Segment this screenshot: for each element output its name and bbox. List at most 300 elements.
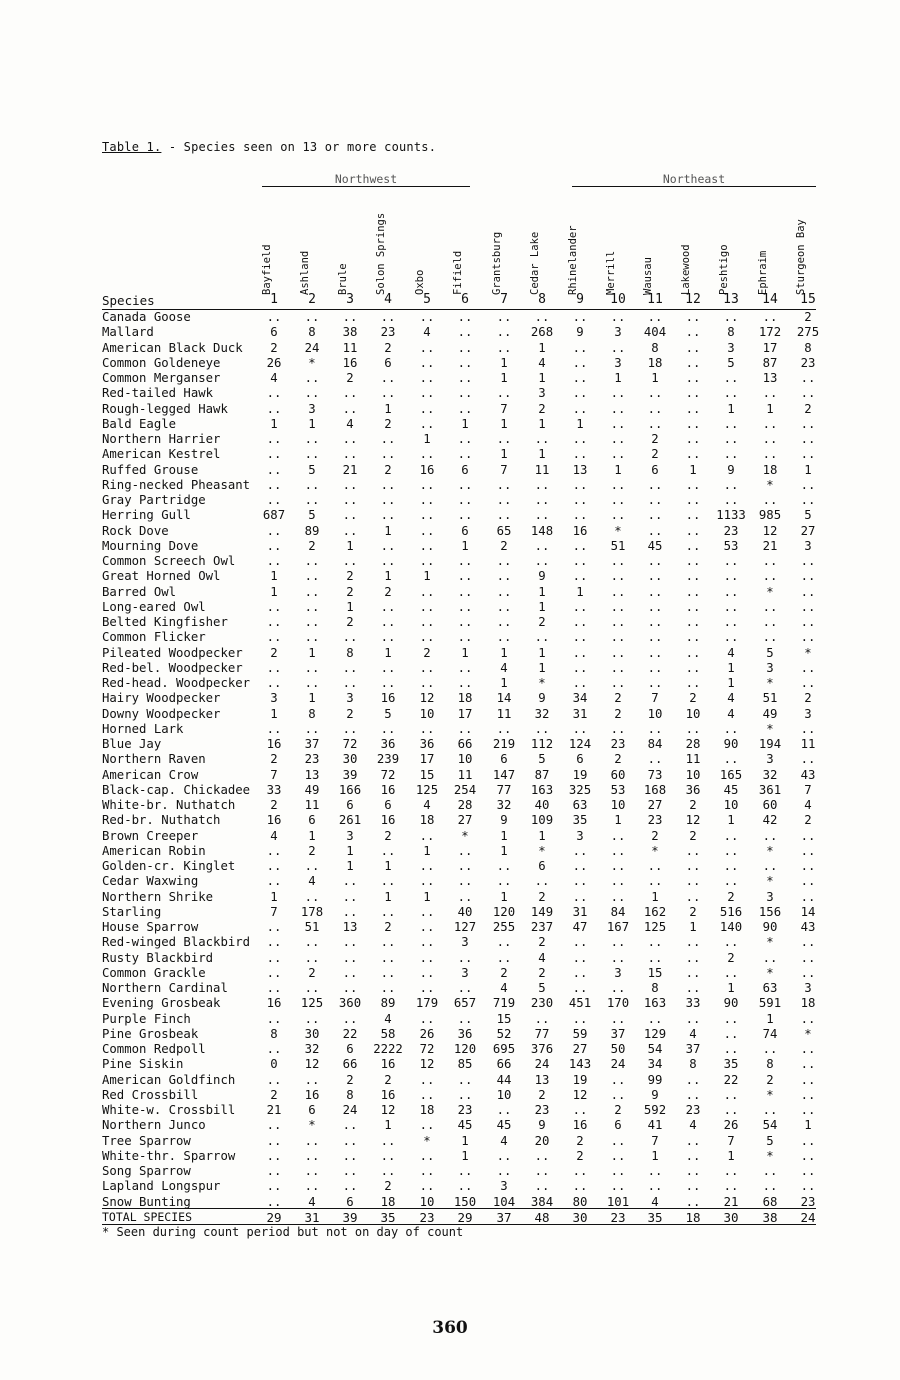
count-cell: ..: [342, 386, 358, 401]
count-cell: ..: [610, 660, 626, 675]
count-cell: 84: [610, 904, 626, 919]
count-cell: 54: [647, 1042, 663, 1056]
count-cell: ..: [266, 1194, 282, 1209]
count-cell: 2: [270, 798, 278, 812]
table-row: [102, 829, 818, 844]
count-cell: 1: [461, 416, 469, 431]
count-cell: ..: [534, 721, 550, 736]
count-cell: ..: [457, 1164, 473, 1178]
count-cell: 3: [346, 691, 354, 706]
column-header-label: Wausau: [642, 257, 654, 295]
count-cell: ..: [610, 889, 626, 904]
count-cell: ..: [419, 401, 435, 416]
count-cell: ..: [647, 645, 663, 660]
species-name: Song Sparrow: [102, 1164, 191, 1178]
count-cell: ..: [419, 630, 435, 645]
count-cell: ..: [266, 310, 282, 324]
count-cell: 2: [346, 1072, 354, 1087]
count-cell: ..: [304, 676, 320, 690]
count-cell: ..: [572, 447, 588, 462]
count-cell: ..: [762, 493, 778, 507]
count-cell: 2: [804, 813, 812, 828]
count-cell: 52: [496, 1026, 512, 1041]
count-cell: ..: [723, 1011, 739, 1026]
count-cell: 0: [270, 1057, 278, 1072]
count-cell: 49: [762, 706, 778, 721]
count-cell: ..: [266, 874, 282, 889]
table-row: [102, 646, 818, 661]
count-cell: ..: [380, 660, 396, 675]
count-cell: 163: [643, 996, 667, 1011]
column-number: 2: [308, 292, 316, 307]
count-cell: 8: [689, 1057, 697, 1072]
count-cell: ..: [685, 1148, 701, 1163]
count-cell: ..: [685, 981, 701, 995]
count-cell: ..: [723, 554, 739, 568]
count-cell: 18: [800, 996, 816, 1011]
count-cell: 4: [270, 828, 278, 843]
count-cell: ..: [380, 721, 396, 736]
count-cell: 1: [308, 645, 316, 660]
count-cell: ..: [266, 1148, 282, 1163]
table-row: [102, 661, 818, 676]
count-cell: 8: [308, 325, 316, 340]
column-header-label: Oxbo: [414, 269, 426, 295]
count-cell: ..: [685, 1087, 701, 1102]
count-cell: ..: [419, 554, 435, 568]
count-cell: 41: [647, 1118, 663, 1133]
count-cell: 31: [572, 706, 588, 721]
count-cell: 3: [804, 706, 812, 721]
count-cell: 17: [762, 340, 778, 355]
count-cell: *: [308, 355, 316, 370]
count-cell: 6: [461, 462, 469, 477]
count-cell: ..: [685, 554, 701, 568]
count-cell: ..: [496, 386, 512, 401]
count-cell: 2: [804, 310, 812, 324]
count-cell: 9: [500, 813, 508, 828]
count-cell: ..: [685, 721, 701, 736]
count-cell: ..: [342, 1118, 358, 1133]
count-cell: ..: [723, 721, 739, 736]
count-cell: ..: [610, 416, 626, 431]
table-row: [102, 325, 818, 340]
count-cell: ..: [496, 935, 512, 950]
column-number: 1: [270, 292, 278, 307]
count-cell: ..: [723, 859, 739, 873]
count-cell: 143: [568, 1057, 592, 1072]
count-cell: ..: [534, 310, 550, 324]
species-name: Rock Dove: [102, 523, 169, 538]
total-cell: 38: [762, 1210, 778, 1225]
species-name: Common Goldeneye: [102, 355, 221, 370]
count-cell: ..: [419, 538, 435, 553]
count-cell: 1: [727, 660, 735, 675]
count-cell: ..: [762, 630, 778, 645]
count-cell: 7: [500, 401, 508, 416]
count-cell: 5: [384, 706, 392, 721]
count-cell: ..: [685, 843, 701, 858]
count-cell: ..: [457, 508, 473, 523]
count-cell: 9: [576, 325, 584, 340]
count-cell: ..: [800, 432, 816, 446]
count-cell: ..: [572, 508, 588, 523]
count-cell: 1: [384, 523, 392, 538]
count-cell: ..: [457, 1087, 473, 1102]
count-cell: ..: [762, 569, 778, 584]
count-cell: ..: [457, 477, 473, 492]
count-cell: ..: [534, 432, 550, 446]
count-cell: 1: [308, 416, 316, 431]
species-name: Common Screech Owl: [102, 554, 236, 568]
count-cell: ..: [496, 477, 512, 492]
count-cell: ..: [762, 416, 778, 431]
count-cell: 9: [538, 691, 546, 706]
count-cell: ..: [572, 538, 588, 553]
count-cell: 6: [384, 798, 392, 812]
count-cell: ..: [342, 310, 358, 324]
count-cell: ..: [266, 538, 282, 553]
count-cell: 27: [647, 798, 663, 812]
table-row: [102, 737, 818, 752]
count-cell: *: [461, 828, 469, 843]
count-cell: ..: [723, 310, 739, 324]
count-cell: ..: [572, 554, 588, 568]
species-name: Rough-legged Hawk: [102, 401, 228, 416]
count-cell: ..: [800, 950, 816, 965]
count-cell: 34: [647, 1057, 663, 1072]
count-cell: ..: [647, 1164, 663, 1178]
count-cell: ..: [304, 432, 320, 446]
count-cell: ..: [419, 447, 435, 462]
count-cell: ..: [572, 874, 588, 889]
count-cell: 591: [758, 996, 782, 1011]
count-cell: 1: [727, 401, 735, 416]
count-cell: 6: [538, 859, 546, 873]
count-cell: 60: [610, 767, 626, 782]
count-cell: 2: [346, 569, 354, 584]
count-cell: ..: [419, 584, 435, 599]
count-cell: ..: [342, 660, 358, 675]
count-cell: ..: [342, 874, 358, 889]
count-cell: ..: [380, 950, 396, 965]
count-cell: 3: [461, 935, 469, 950]
table-row: [102, 1118, 818, 1133]
count-cell: ..: [800, 1179, 816, 1194]
count-cell: 72: [380, 767, 396, 782]
count-cell: 16: [266, 996, 282, 1011]
count-cell: 165: [719, 767, 743, 782]
count-cell: ..: [723, 1103, 739, 1117]
count-cell: 10: [610, 798, 626, 812]
column-header-label: Sturgeon Bay: [795, 219, 807, 295]
count-cell: 120: [453, 1042, 477, 1056]
count-cell: 53: [723, 538, 739, 553]
count-cell: 27: [457, 813, 473, 828]
count-cell: ..: [800, 1103, 816, 1117]
count-cell: ..: [342, 1164, 358, 1178]
count-cell: ..: [647, 477, 663, 492]
count-cell: ..: [496, 1148, 512, 1163]
count-cell: 1: [461, 1148, 469, 1163]
count-cell: 65: [496, 523, 512, 538]
species-name: Common Grackle: [102, 965, 206, 980]
count-cell: ..: [266, 950, 282, 965]
count-cell: 1: [308, 828, 316, 843]
count-cell: ..: [380, 965, 396, 980]
count-cell: 1: [270, 569, 278, 584]
count-cell: 37: [685, 1042, 701, 1056]
species-name: Red-br. Nuthatch: [102, 813, 221, 828]
species-name: Cedar Waxwing: [102, 874, 199, 889]
count-cell: ..: [304, 1072, 320, 1087]
count-cell: ..: [419, 615, 435, 629]
count-cell: 51: [304, 920, 320, 934]
count-cell: ..: [723, 1026, 739, 1041]
count-cell: ..: [572, 371, 588, 385]
count-cell: ..: [266, 965, 282, 980]
count-cell: ..: [685, 386, 701, 401]
count-cell: ..: [380, 477, 396, 492]
count-cell: ..: [572, 889, 588, 904]
column-number: 12: [685, 292, 701, 307]
count-cell: ..: [419, 1087, 435, 1102]
species-name: American Goldfinch: [102, 1072, 236, 1087]
count-cell: ..: [534, 508, 550, 523]
count-cell: ..: [610, 645, 626, 660]
count-cell: 140: [719, 920, 743, 934]
count-cell: ..: [762, 432, 778, 446]
count-cell: 26: [266, 355, 282, 370]
count-cell: 2: [689, 691, 697, 706]
count-cell: 1: [423, 569, 431, 584]
count-cell: ..: [572, 1179, 588, 1194]
count-cell: ..: [762, 950, 778, 965]
count-cell: ..: [723, 477, 739, 492]
count-cell: ..: [762, 310, 778, 324]
count-cell: ..: [685, 676, 701, 690]
count-cell: 15: [496, 1011, 512, 1026]
count-cell: ..: [304, 447, 320, 462]
count-cell: ..: [342, 493, 358, 507]
count-cell: 13: [572, 462, 588, 477]
count-cell: ..: [647, 950, 663, 965]
count-cell: 24: [534, 1057, 550, 1072]
count-cell: 6: [651, 462, 659, 477]
footnote: * Seen during count period but not on day of count: [102, 1225, 464, 1239]
count-cell: ..: [419, 935, 435, 950]
count-cell: ..: [266, 721, 282, 736]
count-cell: 59: [572, 1026, 588, 1041]
count-cell: 8: [346, 1087, 354, 1102]
count-cell: 1: [614, 371, 622, 385]
count-cell: ..: [685, 615, 701, 629]
species-name: Lapland Longspur: [102, 1179, 221, 1194]
count-cell: 2: [689, 798, 697, 812]
count-cell: ..: [496, 859, 512, 873]
count-cell: 9: [727, 462, 735, 477]
count-cell: *: [766, 1148, 774, 1163]
species-name: Evening Grosbeak: [102, 996, 221, 1011]
species-name: Golden-cr. Kinglet: [102, 859, 236, 873]
count-cell: 16: [572, 523, 588, 538]
count-cell: 179: [415, 996, 439, 1011]
count-cell: 2: [614, 1103, 622, 1117]
count-cell: ..: [380, 1164, 396, 1178]
species-name: Ruffed Grouse: [102, 462, 199, 477]
count-cell: 87: [534, 767, 550, 782]
count-cell: ..: [380, 386, 396, 401]
caption-text: - Species seen on 13 or more counts.: [161, 140, 437, 154]
count-cell: 2: [614, 706, 622, 721]
count-cell: 24: [304, 340, 320, 355]
table-row: [102, 1073, 818, 1088]
count-cell: ..: [457, 889, 473, 904]
count-cell: 6: [576, 752, 584, 767]
count-cell: 148: [530, 523, 554, 538]
count-cell: ..: [266, 554, 282, 568]
count-cell: ..: [610, 828, 626, 843]
count-cell: 26: [723, 1118, 739, 1133]
count-cell: ..: [762, 1042, 778, 1056]
count-cell: 125: [415, 782, 439, 797]
count-cell: 2: [423, 645, 431, 660]
count-cell: 30: [304, 1026, 320, 1041]
count-cell: 8: [727, 325, 735, 340]
count-cell: ..: [380, 1133, 396, 1148]
count-cell: 120: [492, 904, 516, 919]
column-number: 14: [762, 292, 778, 307]
count-cell: 1: [500, 889, 508, 904]
count-cell: 7: [500, 462, 508, 477]
count-cell: ..: [496, 508, 512, 523]
count-cell: 1: [538, 660, 546, 675]
count-cell: ..: [304, 371, 320, 385]
count-cell: 4: [308, 1194, 316, 1209]
column-number: 9: [576, 292, 584, 307]
count-cell: 8: [651, 981, 659, 995]
count-cell: ..: [266, 523, 282, 538]
count-cell: 516: [719, 904, 743, 919]
count-cell: ..: [647, 630, 663, 645]
count-cell: ..: [610, 615, 626, 629]
count-cell: ..: [800, 1133, 816, 1148]
count-cell: ..: [685, 325, 701, 340]
species-name: Snow Bunting: [102, 1194, 191, 1209]
table-row: [102, 600, 818, 615]
count-cell: 1: [538, 584, 546, 599]
count-cell: 8: [651, 340, 659, 355]
count-cell: 16: [380, 1057, 396, 1072]
count-cell: ..: [685, 1133, 701, 1148]
table-row: [102, 722, 818, 737]
count-cell: ..: [304, 859, 320, 873]
count-cell: ..: [304, 310, 320, 324]
count-cell: 178: [300, 904, 324, 919]
species-name: White-br. Nuthatch: [102, 798, 236, 812]
count-cell: 28: [685, 737, 701, 751]
count-cell: *: [766, 584, 774, 599]
count-cell: ..: [572, 401, 588, 416]
count-cell: ..: [572, 1011, 588, 1026]
species-name: Red-winged Blackbird: [102, 935, 251, 950]
count-cell: ..: [496, 310, 512, 324]
count-cell: ..: [457, 401, 473, 416]
table-row: [102, 1057, 818, 1072]
count-cell: ..: [342, 981, 358, 995]
count-cell: ..: [610, 584, 626, 599]
count-cell: 1: [346, 859, 354, 873]
count-cell: ..: [380, 432, 396, 446]
count-cell: 8: [308, 706, 316, 721]
count-cell: ..: [304, 981, 320, 995]
count-cell: ..: [800, 843, 816, 858]
count-cell: 77: [496, 782, 512, 797]
count-cell: ..: [419, 508, 435, 523]
count-cell: ..: [800, 874, 816, 889]
count-cell: 6: [270, 325, 278, 340]
count-cell: ..: [762, 859, 778, 873]
column-number: 13: [723, 292, 739, 307]
count-cell: 11: [342, 340, 358, 355]
total-cell: 29: [266, 1210, 282, 1225]
count-cell: 124: [568, 737, 592, 751]
count-cell: 2: [538, 935, 546, 950]
table-row: [102, 432, 818, 447]
count-cell: ..: [457, 1179, 473, 1194]
count-cell: ..: [572, 645, 588, 660]
count-cell: ..: [419, 340, 435, 355]
column-header-label: Ashland: [299, 250, 311, 295]
count-cell: 13: [762, 371, 778, 385]
count-cell: 18: [380, 1194, 396, 1209]
count-cell: ..: [723, 386, 739, 401]
count-cell: 1: [614, 462, 622, 477]
column-header-label: Grantsburg: [491, 231, 503, 295]
count-cell: 23: [647, 813, 663, 828]
total-cell: 35: [647, 1210, 663, 1225]
count-cell: 12: [419, 1057, 435, 1072]
count-cell: 3: [766, 752, 774, 767]
count-cell: ..: [304, 630, 320, 645]
count-cell: ..: [610, 310, 626, 324]
column-header-label: Solon Springs: [375, 212, 387, 295]
column-number: 3: [346, 292, 354, 307]
count-cell: 1: [423, 843, 431, 858]
count-cell: ..: [762, 1179, 778, 1194]
count-cell: 11: [534, 462, 550, 477]
count-cell: ..: [419, 1164, 435, 1178]
count-cell: ..: [800, 1072, 816, 1087]
count-cell: 1: [384, 859, 392, 873]
count-cell: 1: [500, 416, 508, 431]
count-cell: ..: [496, 950, 512, 965]
count-cell: 16: [380, 782, 396, 797]
count-cell: 1: [461, 645, 469, 660]
count-cell: 230: [530, 996, 554, 1011]
count-cell: ..: [342, 904, 358, 919]
count-cell: ..: [800, 1011, 816, 1026]
count-cell: ..: [800, 371, 816, 385]
count-cell: 2: [346, 371, 354, 385]
count-cell: 239: [376, 752, 400, 767]
table-row: [102, 371, 818, 386]
count-cell: ..: [457, 432, 473, 446]
total-cell: 31: [304, 1210, 320, 1225]
count-cell: 11: [800, 737, 816, 751]
count-cell: 1: [270, 889, 278, 904]
count-cell: 2: [651, 447, 659, 462]
